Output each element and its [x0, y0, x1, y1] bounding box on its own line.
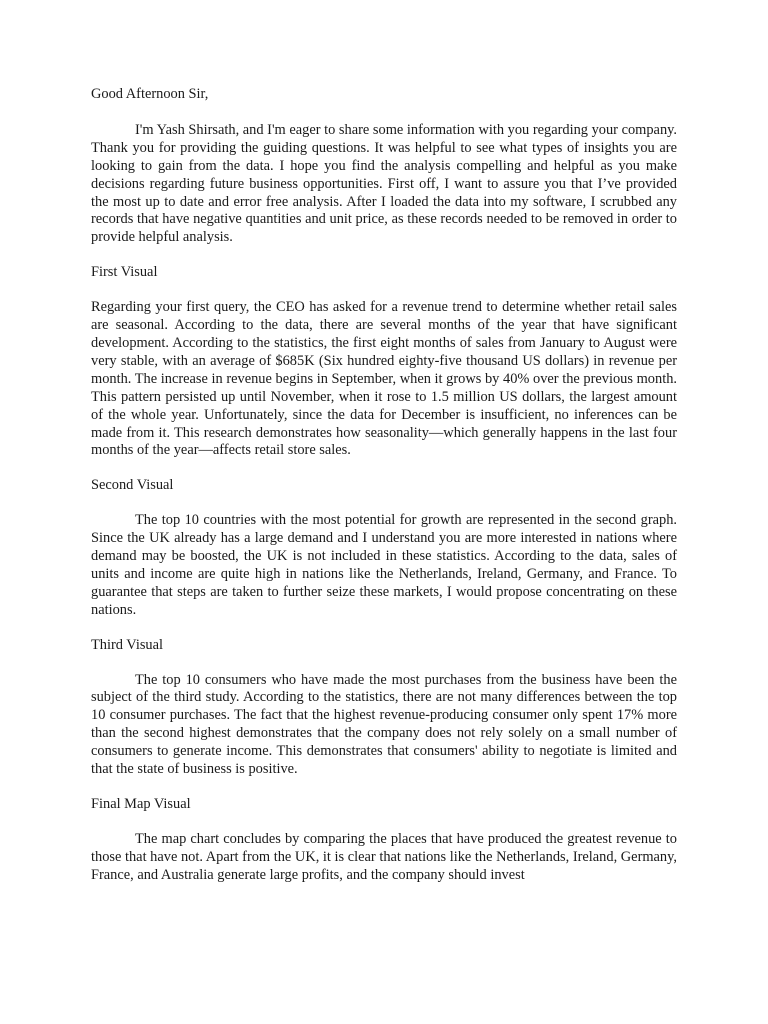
letter-page: [91, 86, 677, 902]
section-heading-final-map-visual: Final Map Visual: [91, 796, 191, 812]
section-heading-third-visual: Third Visual: [91, 636, 164, 653]
greeting: Good Afternoon Sir,: [91, 86, 209, 102]
section-heading-second-visual: Second Visual: [91, 477, 174, 494]
section-body-third-visual: The top 10 consumers who have made the most purchases from the business have been the subject of the third study. According to the statistics, there are not many differences between the top 10 consumer purchases. The fact that the highest revenue-producing consumer only spent 17% more than the second highest demonstrates that the company does not rely solely on a small number of consumers to generate income. This demonstrates that consumers' ability to negotiate is limited and that the state of business is positive.: [91, 671, 677, 778]
section-body-final-map-visual: The map chart concludes by comparing the places that have produced the greatest revenue to those that have not. Apart from the UK, it is clear that nations like the Netherlands, Ireland, Germany, France, and Australia generate large profits, and the company should invest: [91, 830, 677, 883]
section-body-first-visual: Regarding your first query, the CEO has asked for a revenue trend to determine whether retail sales are seasonal. According to the data, there are several months of the year that have significant development. According to the statistics, the first eight months of sales from January to August were very stable, with an average of $685K (Six hundred eighty-five thousand US dollars) in revenue per month. The increase in revenue begins in September, when it grows by 40% over the previous month. This pattern persisted up until November, when it rose to 1.5 million US dollars, the largest amount of the whole year. Unfortunately, since the data for December is insufficient, no inferences can be made from it. This research demonstrates how seasonality—which generally happens in the last four months of the year—affects retail store sales.: [91, 299, 677, 459]
intro-paragraph: I'm Yash Shirsath, and I'm eager to share some information with you regarding your company. Thank you for providing the guiding questions. It was helpful to see what types of insights you are looking to gain from the data. I hope you find the analysis compelling and helpful as you make decisions regarding future business opportunities. First off, I want to assure you that I’ve provided the most up to date and error free analysis. After I loaded the data into my software, I scrubbed any records that have negative quantities and unit price, as these records needed to be removed in order to provide helpful analysis.: [91, 121, 677, 246]
section-body-second-visual: The top 10 countries with the most potential for growth are represented in the second graph. Since the UK already has a large demand and I understand you are more interested in nations where demand may be boosted, the UK is not included in these statistics. According to the data, sales of units and income are quite high in nations like the Netherlands, Ireland, Germany, and France. To guarantee that steps are taken to further seize these markets, I would propose concentrating on these nations.: [91, 512, 677, 618]
section-heading-first-visual: First Visual: [91, 264, 158, 281]
